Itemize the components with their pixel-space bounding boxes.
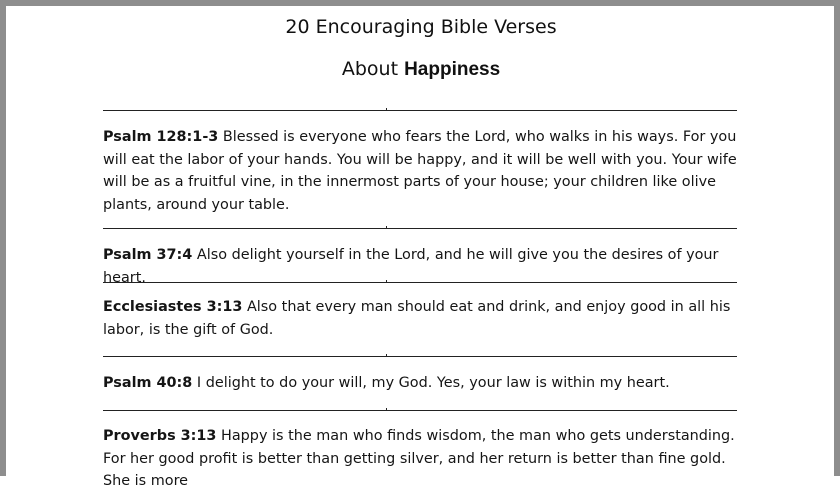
verse-reference: Psalm 128:1-3 [103, 129, 219, 145]
divider-tick [386, 108, 387, 111]
verse-reference: Psalm 37:4 [103, 247, 193, 263]
verse-text: Blessed is everyone who fears the Lord, who walks in his ways. For you will eat the labor of your hands. You will be happy, and it will be well with you. Your wife will be as a fruitful vine, in the innermost parts of your house; your children like olive plants, around your table. [103, 129, 737, 213]
verse-entry [103, 425, 743, 493]
verse-text: Happy is the man who finds wisdom, the man who gets understanding. For her good profit is better than getting silver, and her return is better than fine gold. She is more [103, 428, 735, 489]
divider-line [103, 110, 737, 111]
divider-line [103, 356, 737, 357]
verse-entry [103, 296, 743, 341]
verse-text: Also delight yourself in the Lord, and he will give you the desires of your heart. [103, 247, 719, 286]
verse-entry [103, 372, 743, 395]
verse-reference: Proverbs 3:13 [103, 428, 217, 444]
divider-tick [386, 408, 387, 411]
subtitle-prefix: About [341, 58, 405, 80]
verse-text: Also that every man should eat and drink, and enjoy good in all his labor, is the gift of God. [103, 299, 731, 338]
divider-line [103, 410, 737, 411]
divider-tick [386, 226, 387, 229]
verse-reference: Psalm 40:8 [103, 375, 193, 391]
page-subtitle [96, 58, 746, 81]
divider-tick [386, 280, 387, 283]
verse-text: I delight to do your will, my God. Yes, your law is within my heart. [196, 375, 670, 391]
verse-reference: Ecclesiastes 3:13 [103, 299, 243, 315]
verse-entry [103, 126, 743, 216]
divider-line [103, 282, 737, 283]
subtitle-emphasis: Happiness [404, 59, 501, 80]
page-title: 20 Encouraging Bible Verses [285, 16, 557, 38]
divider-line [103, 228, 737, 229]
divider-tick [386, 354, 387, 357]
